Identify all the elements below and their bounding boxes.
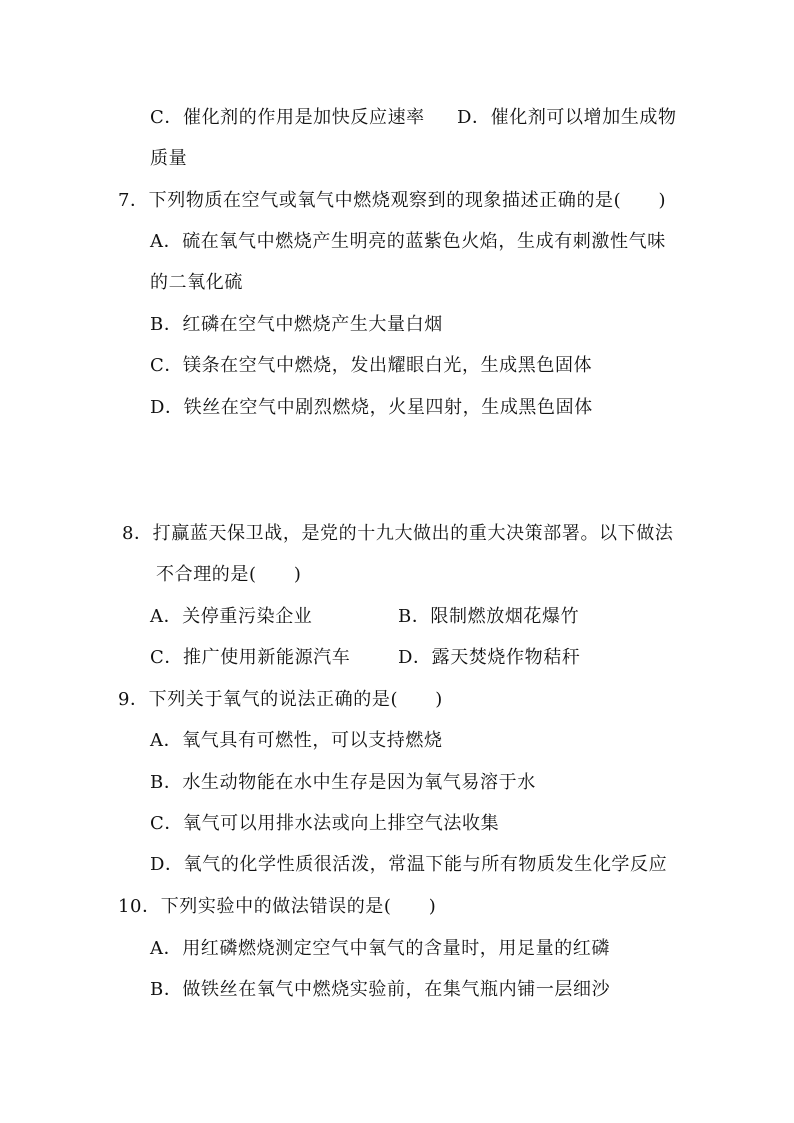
question-9: 9．下列关于氧气的说法正确的是( ) [118, 689, 443, 710]
q6-option-c: C．催化剂的作用是加快反应速率 [150, 107, 425, 128]
q6-option-d: D．催化剂可以增加生成物 [457, 107, 677, 128]
q10-option-a: A．用红磷燃烧测定空气中氧气的含量时，用足量的红磷 [150, 938, 610, 959]
q8-option-a: A．关停重污染企业 [150, 606, 313, 627]
q8-option-c: C．推广使用新能源汽车 [150, 647, 351, 668]
question-8: 8．打赢蓝天保卫战，是党的十九大做出的重大决策部署。以下做法 [122, 523, 674, 544]
question-7: 7．下列物质在空气或氧气中燃烧观察到的现象描述正确的是( ) [118, 190, 667, 211]
q7-option-c: C．镁条在空气中燃烧，发出耀眼白光，生成黑色固体 [150, 355, 593, 376]
q7-option-b: B．红磷在空气中燃烧产生大量白烟 [150, 314, 443, 335]
q8-option-d: D．露天焚烧作物秸秆 [398, 647, 581, 668]
q7-option-d: D．铁丝在空气中剧烈燃烧，火星四射，生成黑色固体 [150, 397, 593, 418]
question-8-continued: 不合理的是( ) [156, 564, 302, 585]
q9-option-c: C．氧气可以用排水法或向上排空气法收集 [150, 813, 500, 834]
q9-option-d: D．氧气的化学性质很活泼，常温下能与所有物质发生化学反应 [150, 854, 668, 875]
q6-option-d-continued: 质量 [150, 148, 188, 169]
q10-option-b: B．做铁丝在氧气中燃烧实验前，在集气瓶内铺一层细沙 [150, 979, 611, 1000]
question-10: 10．下列实验中的做法错误的是( ) [118, 896, 437, 917]
q7-option-a: A．硫在氧气中燃烧产生明亮的蓝紫色火焰，生成有刺激性气味 [150, 231, 666, 252]
q8-option-b: B．限制燃放烟花爆竹 [398, 606, 580, 627]
q7-option-a-continued: 的二氧化硫 [150, 272, 243, 293]
q9-option-b: B．水生动物能在水中生存是因为氧气易溶于水 [150, 772, 536, 793]
q9-option-a: A．氧气具有可燃性，可以支持燃烧 [150, 730, 443, 751]
